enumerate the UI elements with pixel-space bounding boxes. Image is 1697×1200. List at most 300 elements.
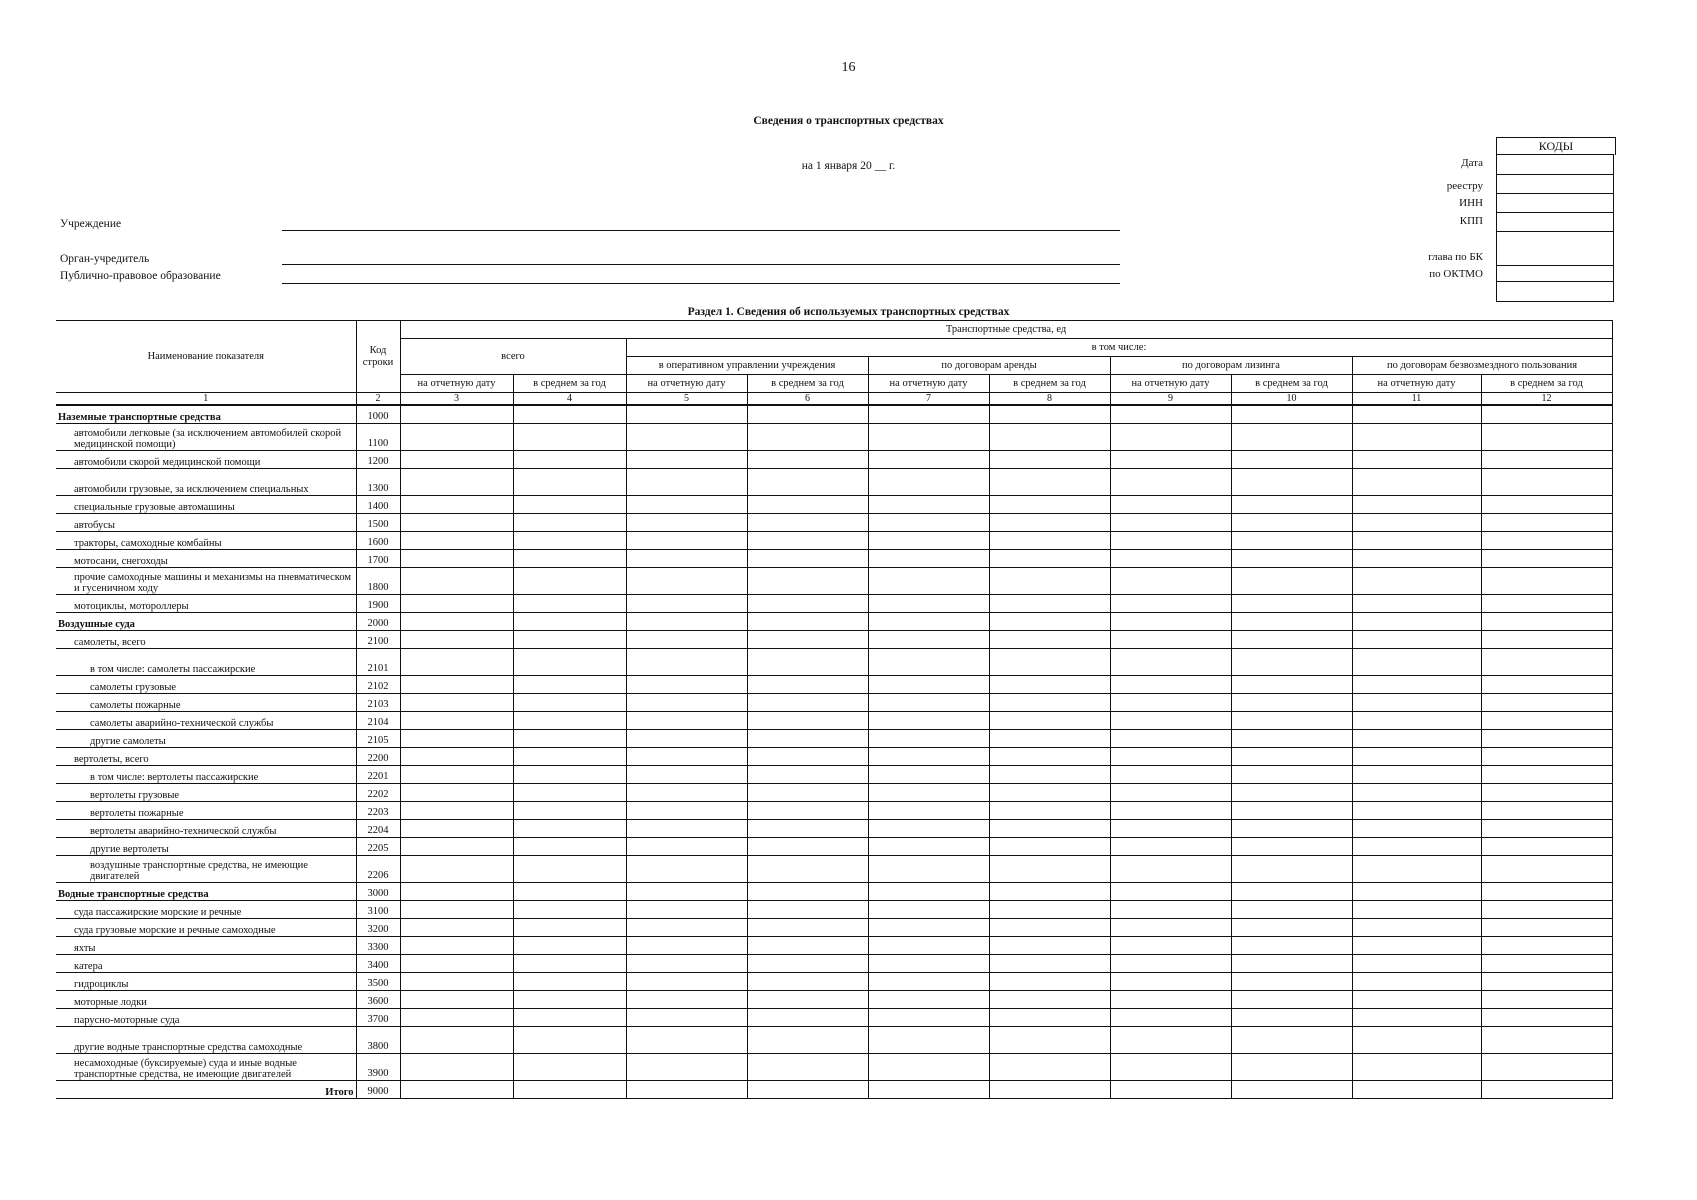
value-cell-col-3[interactable] [400,694,513,712]
value-cell-col-3[interactable] [400,424,513,451]
value-cell-col-9[interactable] [1110,883,1231,901]
value-cell-col-5[interactable] [626,1054,747,1081]
value-cell-col-6[interactable] [747,901,868,919]
value-cell-col-3[interactable] [400,730,513,748]
value-cell-col-6[interactable] [747,676,868,694]
value-cell-col-9[interactable] [1110,568,1231,595]
value-cell-col-6[interactable] [747,937,868,955]
value-cell-col-5[interactable] [626,649,747,676]
value-cell-col-3[interactable] [400,649,513,676]
value-cell-col-11[interactable] [1352,1081,1481,1099]
value-cell-col-3[interactable] [400,919,513,937]
value-cell-col-3[interactable] [400,766,513,784]
value-cell-col-10[interactable] [1231,496,1352,514]
value-cell-col-7[interactable] [868,514,989,532]
value-cell-col-11[interactable] [1352,838,1481,856]
value-cell-col-6[interactable] [747,973,868,991]
value-cell-col-5[interactable] [626,1081,747,1099]
value-cell-col-9[interactable] [1110,784,1231,802]
value-cell-col-12[interactable] [1481,883,1612,901]
value-cell-col-5[interactable] [626,937,747,955]
value-cell-col-12[interactable] [1481,595,1612,613]
value-cell-col-8[interactable] [989,883,1110,901]
value-cell-col-5[interactable] [626,469,747,496]
value-cell-col-7[interactable] [868,631,989,649]
value-cell-col-8[interactable] [989,550,1110,568]
value-cell-col-9[interactable] [1110,676,1231,694]
value-cell-col-6[interactable] [747,1009,868,1027]
value-cell-col-4[interactable] [513,901,626,919]
value-cell-col-11[interactable] [1352,514,1481,532]
value-cell-col-12[interactable] [1481,694,1612,712]
value-cell-col-10[interactable] [1231,1081,1352,1099]
value-cell-col-12[interactable] [1481,838,1612,856]
value-cell-col-12[interactable] [1481,451,1612,469]
value-cell-col-10[interactable] [1231,424,1352,451]
value-cell-col-7[interactable] [868,838,989,856]
value-cell-col-11[interactable] [1352,532,1481,550]
value-cell-col-11[interactable] [1352,613,1481,631]
value-cell-col-12[interactable] [1481,532,1612,550]
value-cell-col-10[interactable] [1231,973,1352,991]
value-cell-col-10[interactable] [1231,1054,1352,1081]
institution-field-line[interactable] [282,230,1120,231]
value-cell-col-9[interactable] [1110,550,1231,568]
value-cell-col-8[interactable] [989,631,1110,649]
value-cell-col-10[interactable] [1231,820,1352,838]
value-cell-col-3[interactable] [400,838,513,856]
value-cell-col-7[interactable] [868,766,989,784]
value-cell-col-6[interactable] [747,550,868,568]
value-cell-col-4[interactable] [513,451,626,469]
value-cell-col-7[interactable] [868,550,989,568]
value-cell-col-11[interactable] [1352,730,1481,748]
value-cell-col-6[interactable] [747,514,868,532]
value-cell-col-10[interactable] [1231,955,1352,973]
value-cell-col-6[interactable] [747,469,868,496]
value-cell-col-5[interactable] [626,451,747,469]
value-cell-col-3[interactable] [400,802,513,820]
value-cell-col-10[interactable] [1231,1009,1352,1027]
value-cell-col-9[interactable] [1110,856,1231,883]
value-cell-col-10[interactable] [1231,919,1352,937]
value-cell-col-11[interactable] [1352,973,1481,991]
value-cell-col-6[interactable] [747,991,868,1009]
value-cell-col-10[interactable] [1231,937,1352,955]
value-cell-col-8[interactable] [989,451,1110,469]
value-cell-col-11[interactable] [1352,1027,1481,1054]
value-cell-col-9[interactable] [1110,649,1231,676]
value-cell-col-5[interactable] [626,1009,747,1027]
value-cell-col-5[interactable] [626,973,747,991]
value-cell-col-11[interactable] [1352,694,1481,712]
value-cell-col-10[interactable] [1231,766,1352,784]
value-cell-col-11[interactable] [1352,469,1481,496]
value-cell-col-4[interactable] [513,1027,626,1054]
value-cell-col-9[interactable] [1110,1081,1231,1099]
value-cell-col-6[interactable] [747,649,868,676]
value-cell-col-8[interactable] [989,469,1110,496]
value-cell-col-7[interactable] [868,973,989,991]
value-cell-col-9[interactable] [1110,424,1231,451]
value-cell-col-5[interactable] [626,694,747,712]
value-cell-col-3[interactable] [400,532,513,550]
value-cell-col-5[interactable] [626,919,747,937]
value-cell-col-7[interactable] [868,937,989,955]
value-cell-col-5[interactable] [626,613,747,631]
value-cell-col-4[interactable] [513,469,626,496]
value-cell-col-5[interactable] [626,595,747,613]
value-cell-col-4[interactable] [513,919,626,937]
value-cell-col-5[interactable] [626,514,747,532]
value-cell-col-8[interactable] [989,838,1110,856]
value-cell-col-3[interactable] [400,901,513,919]
value-cell-col-6[interactable] [747,766,868,784]
value-cell-col-6[interactable] [747,712,868,730]
value-cell-col-12[interactable] [1481,1081,1612,1099]
value-cell-col-4[interactable] [513,676,626,694]
value-cell-col-11[interactable] [1352,937,1481,955]
value-cell-col-4[interactable] [513,649,626,676]
value-cell-col-8[interactable] [989,613,1110,631]
value-cell-col-9[interactable] [1110,405,1231,424]
value-cell-col-8[interactable] [989,595,1110,613]
value-cell-col-4[interactable] [513,820,626,838]
code-cell-oktmo[interactable] [1497,265,1613,282]
value-cell-col-12[interactable] [1481,568,1612,595]
value-cell-col-12[interactable] [1481,901,1612,919]
value-cell-col-11[interactable] [1352,883,1481,901]
value-cell-col-10[interactable] [1231,883,1352,901]
value-cell-col-11[interactable] [1352,1009,1481,1027]
value-cell-col-11[interactable] [1352,856,1481,883]
value-cell-col-4[interactable] [513,631,626,649]
value-cell-col-9[interactable] [1110,712,1231,730]
value-cell-col-3[interactable] [400,1009,513,1027]
value-cell-col-10[interactable] [1231,649,1352,676]
value-cell-col-7[interactable] [868,649,989,676]
value-cell-col-5[interactable] [626,766,747,784]
value-cell-col-12[interactable] [1481,856,1612,883]
value-cell-col-3[interactable] [400,496,513,514]
value-cell-col-9[interactable] [1110,748,1231,766]
value-cell-col-5[interactable] [626,405,747,424]
value-cell-col-4[interactable] [513,405,626,424]
value-cell-col-6[interactable] [747,613,868,631]
value-cell-col-10[interactable] [1231,748,1352,766]
value-cell-col-3[interactable] [400,514,513,532]
value-cell-col-10[interactable] [1231,856,1352,883]
value-cell-col-10[interactable] [1231,405,1352,424]
value-cell-col-8[interactable] [989,766,1110,784]
value-cell-col-9[interactable] [1110,991,1231,1009]
code-cell-inn[interactable] [1497,193,1613,213]
value-cell-col-4[interactable] [513,424,626,451]
value-cell-col-6[interactable] [747,856,868,883]
value-cell-col-7[interactable] [868,919,989,937]
value-cell-col-7[interactable] [868,802,989,820]
value-cell-col-3[interactable] [400,568,513,595]
value-cell-col-8[interactable] [989,424,1110,451]
value-cell-col-10[interactable] [1231,901,1352,919]
value-cell-col-12[interactable] [1481,820,1612,838]
value-cell-col-9[interactable] [1110,496,1231,514]
value-cell-col-11[interactable] [1352,901,1481,919]
value-cell-col-12[interactable] [1481,712,1612,730]
value-cell-col-9[interactable] [1110,694,1231,712]
value-cell-col-5[interactable] [626,550,747,568]
value-cell-col-10[interactable] [1231,613,1352,631]
value-cell-col-7[interactable] [868,451,989,469]
value-cell-col-10[interactable] [1231,469,1352,496]
value-cell-col-10[interactable] [1231,676,1352,694]
value-cell-col-6[interactable] [747,694,868,712]
value-cell-col-12[interactable] [1481,469,1612,496]
value-cell-col-12[interactable] [1481,405,1612,424]
value-cell-col-11[interactable] [1352,451,1481,469]
value-cell-col-4[interactable] [513,856,626,883]
value-cell-col-4[interactable] [513,766,626,784]
value-cell-col-4[interactable] [513,532,626,550]
value-cell-col-8[interactable] [989,712,1110,730]
value-cell-col-8[interactable] [989,405,1110,424]
value-cell-col-11[interactable] [1352,424,1481,451]
value-cell-col-4[interactable] [513,838,626,856]
value-cell-col-5[interactable] [626,676,747,694]
value-cell-col-9[interactable] [1110,955,1231,973]
value-cell-col-11[interactable] [1352,550,1481,568]
value-cell-col-4[interactable] [513,991,626,1009]
value-cell-col-8[interactable] [989,1027,1110,1054]
value-cell-col-4[interactable] [513,1081,626,1099]
value-cell-col-3[interactable] [400,631,513,649]
value-cell-col-9[interactable] [1110,901,1231,919]
value-cell-col-12[interactable] [1481,937,1612,955]
value-cell-col-8[interactable] [989,856,1110,883]
value-cell-col-7[interactable] [868,820,989,838]
value-cell-col-5[interactable] [626,838,747,856]
value-cell-col-9[interactable] [1110,613,1231,631]
value-cell-col-3[interactable] [400,550,513,568]
value-cell-col-7[interactable] [868,568,989,595]
value-cell-col-3[interactable] [400,820,513,838]
value-cell-col-12[interactable] [1481,784,1612,802]
value-cell-col-6[interactable] [747,496,868,514]
value-cell-col-9[interactable] [1110,451,1231,469]
value-cell-col-6[interactable] [747,820,868,838]
value-cell-col-7[interactable] [868,1009,989,1027]
value-cell-col-5[interactable] [626,730,747,748]
value-cell-col-8[interactable] [989,991,1110,1009]
founder-field-line[interactable] [282,264,1120,265]
value-cell-col-9[interactable] [1110,1054,1231,1081]
value-cell-col-10[interactable] [1231,784,1352,802]
value-cell-col-11[interactable] [1352,649,1481,676]
value-cell-col-5[interactable] [626,784,747,802]
value-cell-col-8[interactable] [989,1081,1110,1099]
value-cell-col-9[interactable] [1110,820,1231,838]
value-cell-col-7[interactable] [868,901,989,919]
value-cell-col-3[interactable] [400,748,513,766]
value-cell-col-6[interactable] [747,1027,868,1054]
value-cell-col-4[interactable] [513,802,626,820]
value-cell-col-11[interactable] [1352,748,1481,766]
value-cell-col-6[interactable] [747,631,868,649]
value-cell-col-5[interactable] [626,820,747,838]
value-cell-col-9[interactable] [1110,973,1231,991]
value-cell-col-12[interactable] [1481,496,1612,514]
value-cell-col-5[interactable] [626,1027,747,1054]
value-cell-col-10[interactable] [1231,568,1352,595]
value-cell-col-9[interactable] [1110,937,1231,955]
value-cell-col-3[interactable] [400,712,513,730]
value-cell-col-3[interactable] [400,613,513,631]
value-cell-col-5[interactable] [626,532,747,550]
value-cell-col-4[interactable] [513,748,626,766]
value-cell-col-9[interactable] [1110,532,1231,550]
value-cell-col-4[interactable] [513,1009,626,1027]
value-cell-col-6[interactable] [747,1081,868,1099]
value-cell-col-9[interactable] [1110,631,1231,649]
value-cell-col-10[interactable] [1231,631,1352,649]
value-cell-col-3[interactable] [400,955,513,973]
value-cell-col-8[interactable] [989,496,1110,514]
value-cell-col-5[interactable] [626,955,747,973]
code-cell-date[interactable] [1497,155,1613,175]
value-cell-col-6[interactable] [747,802,868,820]
value-cell-col-12[interactable] [1481,514,1612,532]
value-cell-col-5[interactable] [626,631,747,649]
value-cell-col-7[interactable] [868,883,989,901]
value-cell-col-4[interactable] [513,955,626,973]
value-cell-col-11[interactable] [1352,766,1481,784]
value-cell-col-3[interactable] [400,856,513,883]
value-cell-col-5[interactable] [626,568,747,595]
value-cell-col-12[interactable] [1481,748,1612,766]
value-cell-col-6[interactable] [747,748,868,766]
value-cell-col-10[interactable] [1231,802,1352,820]
value-cell-col-11[interactable] [1352,405,1481,424]
value-cell-col-10[interactable] [1231,1027,1352,1054]
value-cell-col-10[interactable] [1231,730,1352,748]
value-cell-col-7[interactable] [868,676,989,694]
value-cell-col-8[interactable] [989,802,1110,820]
value-cell-col-6[interactable] [747,730,868,748]
value-cell-col-7[interactable] [868,424,989,451]
value-cell-col-5[interactable] [626,496,747,514]
value-cell-col-6[interactable] [747,595,868,613]
value-cell-col-11[interactable] [1352,631,1481,649]
value-cell-col-6[interactable] [747,568,868,595]
value-cell-col-7[interactable] [868,595,989,613]
value-cell-col-8[interactable] [989,1054,1110,1081]
value-cell-col-7[interactable] [868,1081,989,1099]
value-cell-col-10[interactable] [1231,694,1352,712]
value-cell-col-4[interactable] [513,514,626,532]
value-cell-col-5[interactable] [626,802,747,820]
value-cell-col-6[interactable] [747,1054,868,1081]
value-cell-col-8[interactable] [989,820,1110,838]
value-cell-col-9[interactable] [1110,1027,1231,1054]
value-cell-col-3[interactable] [400,451,513,469]
value-cell-col-12[interactable] [1481,649,1612,676]
value-cell-col-8[interactable] [989,730,1110,748]
code-cell-bk-chapter[interactable] [1497,231,1613,266]
value-cell-col-12[interactable] [1481,766,1612,784]
value-cell-col-12[interactable] [1481,991,1612,1009]
value-cell-col-3[interactable] [400,405,513,424]
value-cell-col-11[interactable] [1352,712,1481,730]
value-cell-col-5[interactable] [626,424,747,451]
value-cell-col-3[interactable] [400,991,513,1009]
value-cell-col-9[interactable] [1110,838,1231,856]
value-cell-col-3[interactable] [400,1081,513,1099]
value-cell-col-7[interactable] [868,991,989,1009]
value-cell-col-6[interactable] [747,955,868,973]
code-cell-kpp[interactable] [1497,212,1613,232]
value-cell-col-8[interactable] [989,784,1110,802]
value-cell-col-6[interactable] [747,405,868,424]
value-cell-col-4[interactable] [513,496,626,514]
value-cell-col-7[interactable] [868,532,989,550]
value-cell-col-7[interactable] [868,955,989,973]
value-cell-col-8[interactable] [989,694,1110,712]
value-cell-col-10[interactable] [1231,451,1352,469]
value-cell-col-12[interactable] [1481,1027,1612,1054]
value-cell-col-4[interactable] [513,730,626,748]
value-cell-col-9[interactable] [1110,730,1231,748]
public-entity-field-line[interactable] [282,283,1120,284]
value-cell-col-12[interactable] [1481,631,1612,649]
value-cell-col-3[interactable] [400,595,513,613]
value-cell-col-5[interactable] [626,991,747,1009]
value-cell-col-12[interactable] [1481,676,1612,694]
value-cell-col-4[interactable] [513,550,626,568]
value-cell-col-8[interactable] [989,901,1110,919]
value-cell-col-9[interactable] [1110,802,1231,820]
value-cell-col-11[interactable] [1352,676,1481,694]
value-cell-col-10[interactable] [1231,712,1352,730]
value-cell-col-3[interactable] [400,1027,513,1054]
value-cell-col-7[interactable] [868,405,989,424]
value-cell-col-7[interactable] [868,730,989,748]
value-cell-col-8[interactable] [989,937,1110,955]
value-cell-col-8[interactable] [989,514,1110,532]
value-cell-col-11[interactable] [1352,595,1481,613]
value-cell-col-4[interactable] [513,595,626,613]
value-cell-col-4[interactable] [513,613,626,631]
value-cell-col-8[interactable] [989,955,1110,973]
value-cell-col-7[interactable] [868,712,989,730]
value-cell-col-3[interactable] [400,883,513,901]
value-cell-col-8[interactable] [989,532,1110,550]
value-cell-col-4[interactable] [513,568,626,595]
value-cell-col-5[interactable] [626,901,747,919]
value-cell-col-8[interactable] [989,676,1110,694]
value-cell-col-8[interactable] [989,649,1110,676]
value-cell-col-12[interactable] [1481,424,1612,451]
value-cell-col-9[interactable] [1110,595,1231,613]
value-cell-col-5[interactable] [626,856,747,883]
value-cell-col-7[interactable] [868,784,989,802]
value-cell-col-4[interactable] [513,784,626,802]
value-cell-col-8[interactable] [989,1009,1110,1027]
value-cell-col-7[interactable] [868,469,989,496]
value-cell-col-4[interactable] [513,712,626,730]
value-cell-col-11[interactable] [1352,802,1481,820]
value-cell-col-11[interactable] [1352,820,1481,838]
value-cell-col-8[interactable] [989,973,1110,991]
